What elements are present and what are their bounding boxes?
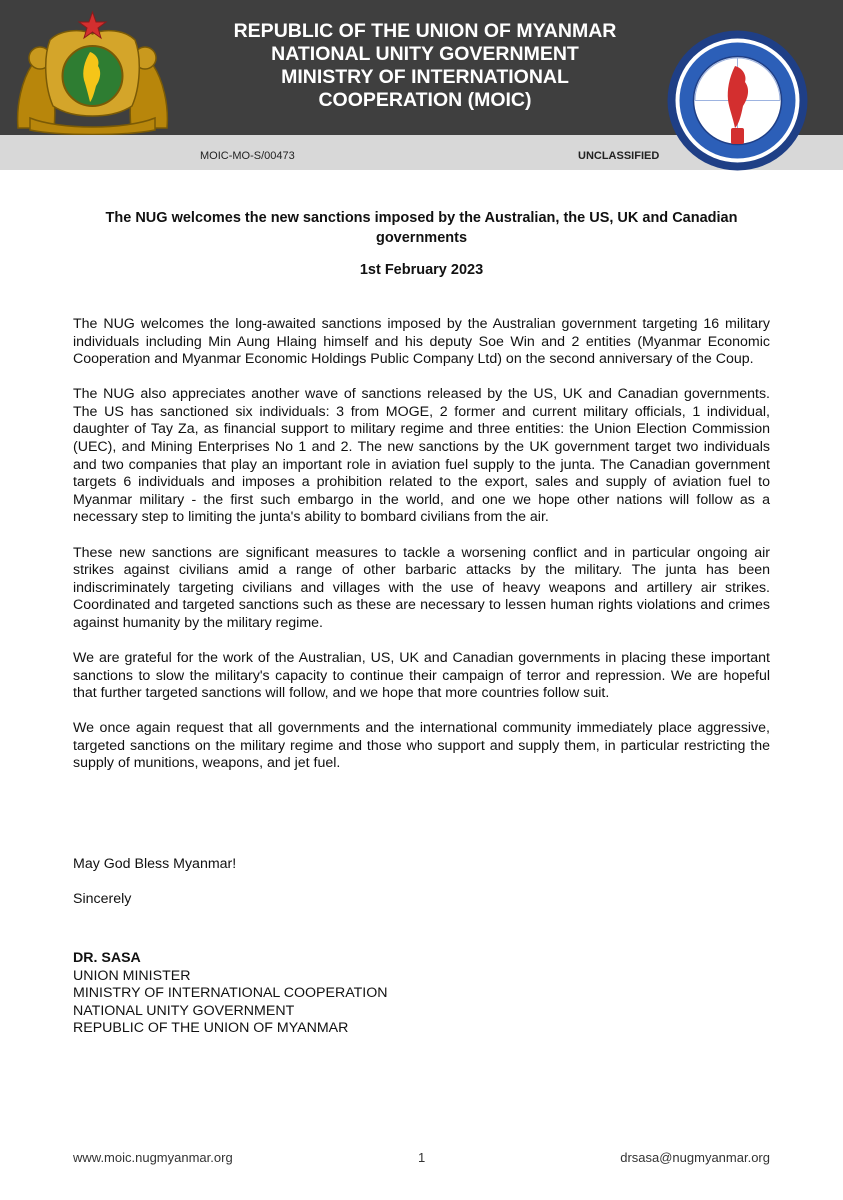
paragraph-1: The NUG welcomes the long-awaited sanctions imposed by the Australian government targeting 16 military individuals including Min Aung Hlaing himself and his deputy Soe Win and 2 entities (Myanmar Economic Cooperation and Myanmar Economic Holdings Public Company Ltd) on the second anniversary of the Coup. xyxy=(73,316,770,368)
signatory-line-1: UNION MINISTER xyxy=(73,967,191,984)
title-line-3: MINISTRY OF INTERNATIONAL xyxy=(281,66,569,88)
closing-blessing: May God Bless Myanmar! xyxy=(73,856,237,872)
paragraph-4: We are grateful for the work of the Australian, US, UK and Canadian governments in placing these important sanctions to slow the military's capacity to continue their campaign of terror and repression. We are hopeful that further targeted sanctions will follow, and we hope that more countries follow suit. xyxy=(73,650,770,702)
footer-website-link[interactable]: www.moic.nugmyanmar.org xyxy=(73,1150,233,1165)
title-line-4: COOPERATION (MOIC) xyxy=(318,89,532,111)
classification-label: UNCLASSIFIED xyxy=(578,150,660,162)
signatory-name: DR. SASA xyxy=(73,950,141,966)
letterhead-title xyxy=(190,20,660,112)
signatory-line-3: NATIONAL UNITY GOVERNMENT xyxy=(73,1002,295,1019)
letterhead xyxy=(0,0,843,170)
title-line-1: REPUBLIC OF THE UNION OF MYANMAR xyxy=(233,20,617,42)
paragraph-2: The NUG also appreciates another wave of sanctions released by the US, UK and Canadian governments. The US has sanctioned six individuals: 3 from MOGE, 2 former and current military officials, 1 individual, daughter of Tay Za, as financial support to military regime and three entities: the Union Election Commission (UEC), and Mining Enterprises No 1 and 2. The new sanctions by the UK government target two individuals and two companies that play an important role in aviation fuel supply to the junta. The Canadian government targets 6 individuals and imposes a prohibition related to the export, sales and supply of aviation fuel to Myanmar military - the first such embargo in the world, and one we hope other nations will follow as a necessary step to limiting the junta's ability to bombard civilians from the air. xyxy=(73,386,770,526)
signatory-line-4: REPUBLIC OF THE UNION OF MYANMAR xyxy=(73,1020,349,1037)
ministry-seal-icon xyxy=(665,28,810,173)
signatory-line-2: MINISTRY OF INTERNATIONAL COOPERATION xyxy=(73,985,388,1002)
document-date: 1st February 2023 xyxy=(359,262,484,278)
document-body xyxy=(73,316,770,791)
state-seal-icon xyxy=(10,10,175,135)
signature-block xyxy=(73,950,388,1038)
document-title: The NUG welcomes the new sanctions imposed by the Australian, the US, UK and Canadian governments xyxy=(105,210,738,246)
page-number: 1 xyxy=(418,1150,426,1165)
closing-section xyxy=(73,856,236,926)
closing-sign-off: Sincerely xyxy=(73,891,132,908)
paragraph-5: We once again request that all governments and the international community immediately place aggressive, targeted sanctions on the military regime and those who support and supply them, in particular restricting the supply of munitions, weapons, and jet fuel. xyxy=(73,720,770,772)
footer-email-link[interactable]: drsasa@nugmyanmar.org xyxy=(620,1150,770,1165)
paragraph-3: These new sanctions are significant measures to tackle a worsening conflict and in particular ongoing air strikes against civilians amid a range of other barbaric attacks by the military. The junta has been indiscriminately targeting civilians and villages with the use of heavy weapons and artillery air strikes. Coordinated and targeted sanctions such as these are necessary to lessen human rights violations and crimes against humanity by the military regime. xyxy=(73,544,770,631)
page-footer xyxy=(73,1150,770,1170)
document-reference: MOIC-MO-S/00473 xyxy=(200,150,295,162)
title-line-2: NATIONAL UNITY GOVERNMENT xyxy=(271,43,579,65)
